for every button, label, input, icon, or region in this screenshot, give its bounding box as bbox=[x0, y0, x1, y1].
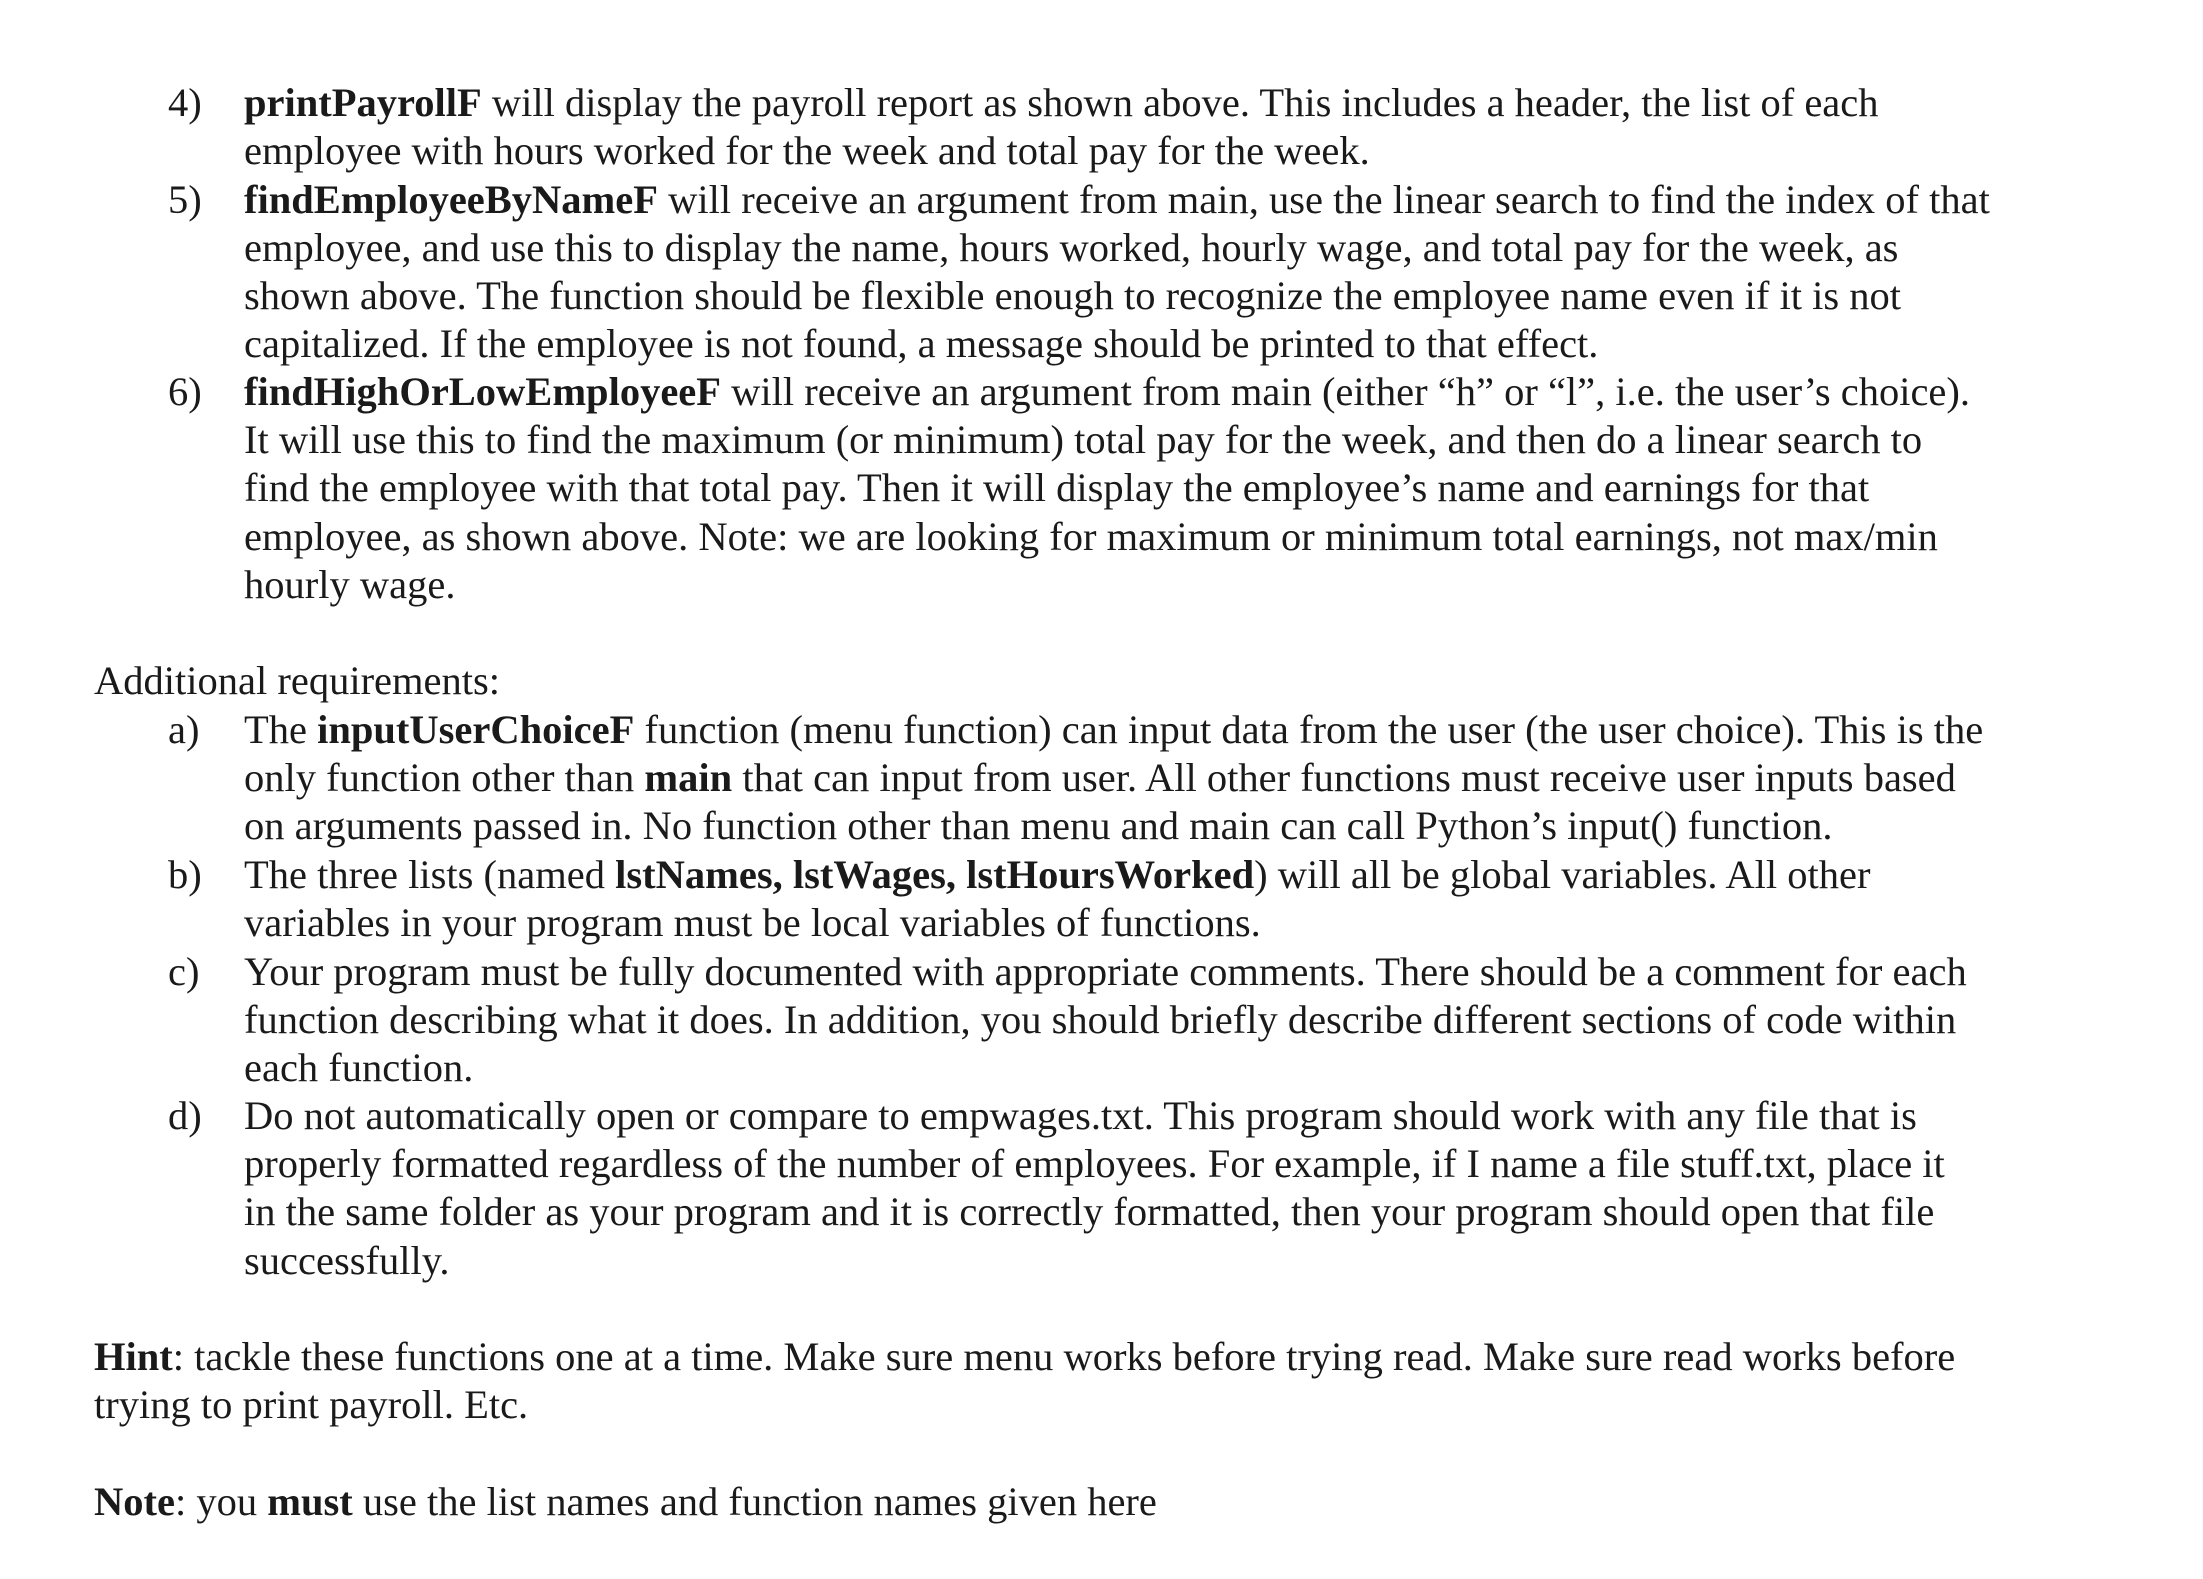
text-line bbox=[244, 754, 2124, 802]
item-text bbox=[244, 948, 2124, 1093]
text-line bbox=[244, 464, 2124, 512]
text-span: function describing what it does. In addition, you should briefly describe different sections of code within bbox=[244, 997, 1957, 1043]
text-span: that can input from user. All other functions must receive user inputs based bbox=[732, 755, 1956, 801]
item-marker: b) bbox=[168, 852, 202, 897]
text-span: employee with hours worked for the week and total pay for the week. bbox=[244, 128, 1370, 174]
function-name: inputUserChoiceF bbox=[317, 707, 635, 752]
function-name: printPayrollF bbox=[244, 80, 482, 125]
text-span: trying to print payroll. Etc. bbox=[94, 1382, 529, 1428]
text-span: will display the payroll report as shown above. This includes a header, the list of each bbox=[481, 80, 1879, 125]
text-line bbox=[244, 899, 2124, 947]
text-line bbox=[244, 996, 2124, 1044]
text-span: on arguments passed in. No function other than menu and main can call Python’s input() function. bbox=[244, 803, 1833, 849]
text-span: : you bbox=[174, 1479, 268, 1524]
emphasis-must: must bbox=[267, 1479, 353, 1524]
text-line bbox=[244, 272, 2124, 320]
note-label: Note bbox=[94, 1479, 175, 1524]
text-line bbox=[244, 368, 2124, 416]
text-span: each function. bbox=[244, 1045, 474, 1091]
text-span: capitalized. If the employee is not found, a message should be printed to that effect. bbox=[244, 321, 1599, 367]
item-text bbox=[244, 851, 2124, 947]
text-line bbox=[244, 1237, 2124, 1285]
text-span: hourly wage. bbox=[244, 561, 456, 607]
text-line bbox=[244, 127, 2124, 175]
item-marker: 4) bbox=[168, 80, 202, 125]
text-line bbox=[94, 1381, 2144, 1429]
item-marker: a) bbox=[168, 707, 200, 752]
text-span: will receive an argument from main, use the linear search to find the index of that bbox=[657, 176, 1990, 222]
text-line bbox=[244, 320, 2124, 368]
text-span: function (menu function) can input data from the user (the user choice). This is the bbox=[634, 707, 1984, 752]
text-line bbox=[244, 176, 2124, 224]
text-span: variables in your program must be local variables of functions. bbox=[244, 900, 1261, 946]
text-line bbox=[94, 1478, 2144, 1526]
text-span: It will use this to find the maximum (or minimum) total pay for the week, and then do a linear search to bbox=[244, 417, 1923, 463]
item-text bbox=[244, 368, 2124, 609]
text-line bbox=[244, 561, 2124, 609]
text-line bbox=[244, 224, 2124, 272]
text-line bbox=[244, 416, 2124, 464]
item-text bbox=[244, 1092, 2124, 1285]
text-span: shown above. The function should be flexible enough to recognize the employee name even if it is not bbox=[244, 272, 1902, 318]
text-line bbox=[244, 802, 2124, 850]
text-line bbox=[244, 851, 2124, 899]
function-name: findEmployeeByNameF bbox=[244, 176, 658, 222]
text-line bbox=[244, 948, 2124, 996]
text-line bbox=[244, 1044, 2124, 1092]
additional-requirements-heading bbox=[94, 657, 2144, 705]
text-line bbox=[94, 1333, 2144, 1381]
function-name: main bbox=[644, 755, 733, 801]
item-text bbox=[244, 706, 2124, 851]
text-span: Your program must be fully documented with appropriate comments. There should be a comment for each bbox=[244, 949, 1967, 994]
hint-paragraph bbox=[94, 1333, 2144, 1429]
text-span: properly formatted regardless of the number of employees. For example, if I name a file stuff.txt, place it bbox=[244, 1141, 1945, 1187]
text-span: find the employee with that total pay. Then it will display the employee’s name and earnings for that bbox=[244, 465, 1870, 511]
item-text bbox=[244, 176, 2124, 369]
item-marker: c) bbox=[168, 949, 200, 994]
text-span: The bbox=[244, 707, 318, 752]
item-marker: 5) bbox=[168, 176, 202, 222]
text-span: employee, and use this to display the name, hours worked, hourly wage, and total pay for the week, as bbox=[244, 224, 1899, 270]
text-line bbox=[244, 1188, 2124, 1236]
text-span: Do not automatically open or compare to empwages.txt. This program should work with any file that is bbox=[244, 1093, 1917, 1138]
text-span: The three lists (named bbox=[244, 852, 616, 897]
text-line bbox=[244, 513, 2124, 561]
hint-label: Hint bbox=[94, 1334, 173, 1379]
text-span: only function other than bbox=[244, 755, 645, 801]
text-span: employee, as shown above. Note: we are looking for maximum or minimum total earnings, not max/min bbox=[244, 513, 1938, 559]
text-line bbox=[244, 79, 2124, 127]
list-names: lstNames, lstWages, lstHoursWorked bbox=[615, 852, 1255, 897]
heading-text: Additional requirements: bbox=[94, 658, 501, 703]
text-span: in the same folder as your program and it is correctly formatted, then your program should open that file bbox=[244, 1189, 1935, 1235]
function-name: findHighOrLowEmployeeF bbox=[244, 369, 722, 414]
text-line bbox=[244, 1092, 2124, 1140]
text-line bbox=[244, 706, 2124, 754]
text-span: : tackle these functions one at a time. Make sure menu works before trying read. Make sure read works before bbox=[172, 1334, 1956, 1379]
text-span: successfully. bbox=[244, 1237, 450, 1283]
item-marker: 6) bbox=[168, 369, 202, 414]
item-text bbox=[244, 79, 2124, 175]
text-span: ) will all be global variables. All other bbox=[1254, 852, 1871, 897]
text-span: will receive an argument from main (either “h” or “l”, i.e. the user’s choice). bbox=[721, 369, 1971, 414]
note-paragraph bbox=[94, 1478, 2144, 1526]
text-span: use the list names and function names given here bbox=[352, 1479, 1157, 1524]
text-line bbox=[244, 1140, 2124, 1188]
item-marker: d) bbox=[168, 1093, 202, 1138]
